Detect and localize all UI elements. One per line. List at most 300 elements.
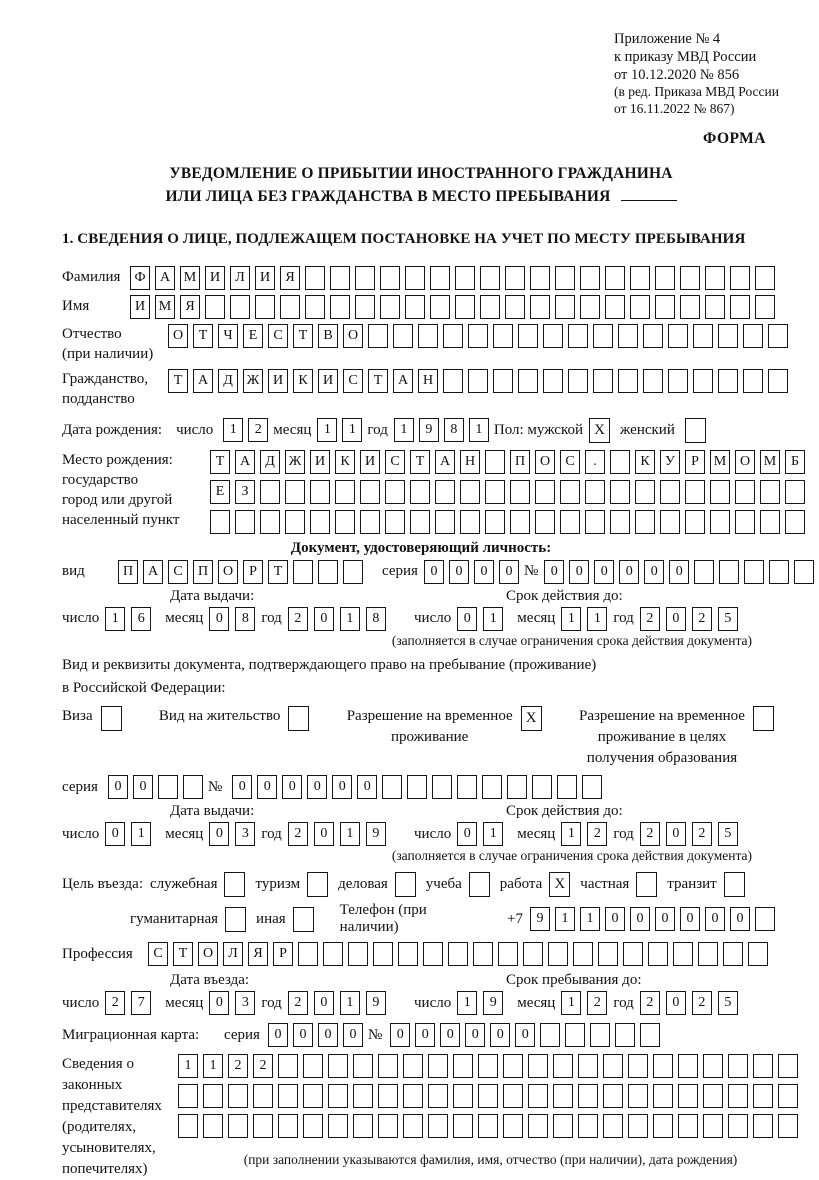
char-cell[interactable] [285, 510, 305, 534]
char-cell[interactable] [698, 942, 718, 966]
char-cell[interactable]: 0 [307, 775, 327, 799]
char-cell[interactable] [373, 942, 393, 966]
purpose-humanitarian-checkbox[interactable] [225, 907, 246, 932]
char-cell[interactable] [423, 942, 443, 966]
char-cell[interactable]: 2 [587, 822, 607, 846]
char-cell[interactable] [403, 1114, 423, 1138]
char-cell[interactable] [680, 295, 700, 319]
char-cell[interactable]: 0 [457, 822, 477, 846]
char-cell[interactable]: 0 [332, 775, 352, 799]
char-cell[interactable]: 0 [209, 991, 229, 1015]
char-cell[interactable]: 5 [718, 607, 738, 631]
char-cell[interactable]: 2 [288, 607, 308, 631]
char-cell[interactable] [693, 369, 713, 393]
char-cell[interactable] [760, 480, 780, 504]
char-cell[interactable] [460, 510, 480, 534]
char-cell[interactable]: 1 [340, 607, 360, 631]
char-cell[interactable] [640, 1023, 660, 1047]
char-cell[interactable]: И [205, 266, 225, 290]
char-cell[interactable] [228, 1114, 248, 1138]
char-cell[interactable]: 0 [105, 822, 125, 846]
char-cell[interactable] [435, 480, 455, 504]
char-cell[interactable]: 0 [644, 560, 664, 584]
char-cell[interactable]: 8 [366, 607, 386, 631]
char-cell[interactable]: 2 [288, 991, 308, 1015]
char-cell[interactable]: Т [193, 324, 213, 348]
char-cell[interactable]: П [510, 450, 530, 474]
char-cell[interactable] [703, 1084, 723, 1108]
char-cell[interactable] [568, 369, 588, 393]
char-cell[interactable] [590, 1023, 610, 1047]
char-cell[interactable]: Е [243, 324, 263, 348]
char-cell[interactable]: 1 [223, 418, 243, 442]
char-cell[interactable]: 0 [314, 607, 334, 631]
char-cell[interactable]: С [343, 369, 363, 393]
char-cell[interactable] [353, 1114, 373, 1138]
char-cell[interactable] [480, 295, 500, 319]
char-cell[interactable] [578, 1084, 598, 1108]
char-cell[interactable]: 2 [692, 822, 712, 846]
char-cell[interactable]: 2 [587, 991, 607, 1015]
char-cell[interactable] [353, 1054, 373, 1078]
char-cell[interactable] [428, 1054, 448, 1078]
char-cell[interactable]: 0 [424, 560, 444, 584]
char-cell[interactable]: Н [460, 450, 480, 474]
purpose-transit-checkbox[interactable] [724, 872, 745, 897]
char-cell[interactable] [448, 942, 468, 966]
char-cell[interactable] [330, 266, 350, 290]
char-cell[interactable]: 0 [268, 1023, 288, 1047]
char-cell[interactable]: И [130, 295, 150, 319]
char-cell[interactable]: 2 [692, 991, 712, 1015]
char-cell[interactable]: С [148, 942, 168, 966]
char-cell[interactable] [610, 450, 630, 474]
char-cell[interactable]: Т [410, 450, 430, 474]
char-cell[interactable] [710, 480, 730, 504]
char-cell[interactable] [755, 266, 775, 290]
char-cell[interactable] [405, 295, 425, 319]
char-cell[interactable] [585, 480, 605, 504]
char-cell[interactable]: 0 [499, 560, 519, 584]
char-cell[interactable] [478, 1114, 498, 1138]
char-cell[interactable] [593, 369, 613, 393]
char-cell[interactable]: К [635, 450, 655, 474]
visa-checkbox[interactable] [101, 706, 122, 731]
char-cell[interactable] [655, 295, 675, 319]
char-cell[interactable] [678, 1114, 698, 1138]
char-cell[interactable] [253, 1114, 273, 1138]
char-cell[interactable]: 0 [209, 607, 229, 631]
char-cell[interactable]: Л [230, 266, 250, 290]
char-cell[interactable]: 0 [343, 1023, 363, 1047]
char-cell[interactable] [210, 510, 230, 534]
char-cell[interactable] [778, 1054, 798, 1078]
char-cell[interactable] [378, 1054, 398, 1078]
char-cell[interactable] [493, 324, 513, 348]
char-cell[interactable] [668, 324, 688, 348]
char-cell[interactable] [560, 510, 580, 534]
char-cell[interactable] [743, 324, 763, 348]
char-cell[interactable] [630, 295, 650, 319]
char-cell[interactable]: 1 [340, 822, 360, 846]
char-cell[interactable] [582, 775, 602, 799]
char-cell[interactable]: 1 [580, 907, 600, 931]
char-cell[interactable]: О [218, 560, 238, 584]
char-cell[interactable] [598, 942, 618, 966]
char-cell[interactable] [548, 942, 568, 966]
char-cell[interactable] [298, 942, 318, 966]
char-cell[interactable]: 0 [209, 822, 229, 846]
char-cell[interactable]: 1 [394, 418, 414, 442]
char-cell[interactable]: 1 [587, 607, 607, 631]
char-cell[interactable] [555, 295, 575, 319]
char-cell[interactable]: Б [785, 450, 805, 474]
char-cell[interactable]: 5 [718, 991, 738, 1015]
char-cell[interactable]: 0 [515, 1023, 535, 1047]
char-cell[interactable] [530, 295, 550, 319]
purpose-business-checkbox[interactable] [395, 872, 416, 897]
char-cell[interactable] [615, 1023, 635, 1047]
char-cell[interactable] [623, 942, 643, 966]
char-cell[interactable] [485, 510, 505, 534]
char-cell[interactable] [628, 1114, 648, 1138]
char-cell[interactable] [710, 510, 730, 534]
char-cell[interactable] [744, 560, 764, 584]
char-cell[interactable]: О [168, 324, 188, 348]
char-cell[interactable]: 0 [605, 907, 625, 931]
char-cell[interactable] [653, 1054, 673, 1078]
char-cell[interactable] [360, 480, 380, 504]
char-cell[interactable] [473, 942, 493, 966]
char-cell[interactable] [260, 510, 280, 534]
char-cell[interactable] [428, 1114, 448, 1138]
char-cell[interactable]: Д [260, 450, 280, 474]
temp-residence-checkbox[interactable]: X [521, 706, 542, 731]
char-cell[interactable] [735, 510, 755, 534]
char-cell[interactable]: Ф [130, 266, 150, 290]
char-cell[interactable] [794, 560, 814, 584]
char-cell[interactable] [532, 775, 552, 799]
char-cell[interactable] [443, 369, 463, 393]
char-cell[interactable] [703, 1114, 723, 1138]
char-cell[interactable]: И [268, 369, 288, 393]
char-cell[interactable]: 0 [569, 560, 589, 584]
char-cell[interactable] [407, 775, 427, 799]
char-cell[interactable]: К [293, 369, 313, 393]
char-cell[interactable] [730, 266, 750, 290]
char-cell[interactable] [403, 1084, 423, 1108]
char-cell[interactable]: М [180, 266, 200, 290]
char-cell[interactable] [585, 510, 605, 534]
char-cell[interactable] [343, 560, 363, 584]
char-cell[interactable] [648, 942, 668, 966]
char-cell[interactable]: 2 [640, 991, 660, 1015]
char-cell[interactable]: 0 [457, 607, 477, 631]
male-checkbox[interactable]: X [589, 418, 610, 443]
char-cell[interactable] [278, 1054, 298, 1078]
temp-education-checkbox[interactable] [753, 706, 774, 731]
char-cell[interactable]: З [235, 480, 255, 504]
char-cell[interactable]: Т [368, 369, 388, 393]
char-cell[interactable]: 3 [235, 822, 255, 846]
char-cell[interactable]: 1 [340, 991, 360, 1015]
char-cell[interactable] [478, 1054, 498, 1078]
char-cell[interactable]: 0 [357, 775, 377, 799]
char-cell[interactable] [753, 1084, 773, 1108]
char-cell[interactable] [398, 942, 418, 966]
char-cell[interactable]: И [360, 450, 380, 474]
char-cell[interactable] [660, 480, 680, 504]
char-cell[interactable]: 6 [131, 607, 151, 631]
char-cell[interactable] [678, 1054, 698, 1078]
char-cell[interactable]: 0 [730, 907, 750, 931]
char-cell[interactable] [578, 1054, 598, 1078]
char-cell[interactable] [348, 942, 368, 966]
char-cell[interactable] [503, 1054, 523, 1078]
char-cell[interactable]: М [155, 295, 175, 319]
char-cell[interactable] [530, 266, 550, 290]
char-cell[interactable]: К [335, 450, 355, 474]
char-cell[interactable] [455, 295, 475, 319]
char-cell[interactable]: 0 [415, 1023, 435, 1047]
char-cell[interactable] [728, 1084, 748, 1108]
char-cell[interactable] [565, 1023, 585, 1047]
char-cell[interactable]: 0 [314, 991, 334, 1015]
char-cell[interactable]: Т [168, 369, 188, 393]
char-cell[interactable] [753, 1054, 773, 1078]
char-cell[interactable]: Т [173, 942, 193, 966]
char-cell[interactable] [310, 480, 330, 504]
char-cell[interactable] [378, 1084, 398, 1108]
char-cell[interactable] [728, 1114, 748, 1138]
char-cell[interactable]: 5 [718, 822, 738, 846]
char-cell[interactable] [382, 775, 402, 799]
char-cell[interactable] [705, 295, 725, 319]
char-cell[interactable] [435, 510, 455, 534]
char-cell[interactable] [694, 560, 714, 584]
char-cell[interactable]: 1 [555, 907, 575, 931]
char-cell[interactable] [503, 1114, 523, 1138]
char-cell[interactable] [755, 907, 775, 931]
char-cell[interactable] [555, 266, 575, 290]
char-cell[interactable] [553, 1114, 573, 1138]
char-cell[interactable] [428, 1084, 448, 1108]
char-cell[interactable] [393, 324, 413, 348]
char-cell[interactable] [443, 324, 463, 348]
char-cell[interactable] [528, 1054, 548, 1078]
char-cell[interactable] [673, 942, 693, 966]
char-cell[interactable] [203, 1114, 223, 1138]
char-cell[interactable]: Я [180, 295, 200, 319]
char-cell[interactable] [360, 510, 380, 534]
char-cell[interactable] [723, 942, 743, 966]
char-cell[interactable]: 0 [390, 1023, 410, 1047]
char-cell[interactable] [293, 560, 313, 584]
char-cell[interactable]: М [760, 450, 780, 474]
char-cell[interactable] [603, 1054, 623, 1078]
char-cell[interactable] [568, 324, 588, 348]
char-cell[interactable]: 2 [253, 1054, 273, 1078]
char-cell[interactable]: 2 [228, 1054, 248, 1078]
char-cell[interactable] [255, 295, 275, 319]
char-cell[interactable] [335, 480, 355, 504]
char-cell[interactable]: 2 [640, 822, 660, 846]
char-cell[interactable]: И [255, 266, 275, 290]
char-cell[interactable]: 0 [594, 560, 614, 584]
char-cell[interactable]: 9 [530, 907, 550, 931]
char-cell[interactable] [478, 1084, 498, 1108]
char-cell[interactable] [660, 510, 680, 534]
char-cell[interactable] [503, 1084, 523, 1108]
char-cell[interactable] [678, 1084, 698, 1108]
char-cell[interactable] [410, 480, 430, 504]
char-cell[interactable] [605, 295, 625, 319]
char-cell[interactable] [535, 480, 555, 504]
char-cell[interactable] [310, 510, 330, 534]
char-cell[interactable] [453, 1084, 473, 1108]
char-cell[interactable] [528, 1084, 548, 1108]
char-cell[interactable] [528, 1114, 548, 1138]
char-cell[interactable]: О [735, 450, 755, 474]
char-cell[interactable]: 2 [692, 607, 712, 631]
char-cell[interactable]: 0 [440, 1023, 460, 1047]
char-cell[interactable]: С [560, 450, 580, 474]
char-cell[interactable] [605, 266, 625, 290]
char-cell[interactable] [260, 480, 280, 504]
char-cell[interactable]: А [235, 450, 255, 474]
purpose-private-checkbox[interactable] [636, 872, 657, 897]
char-cell[interactable]: Я [248, 942, 268, 966]
char-cell[interactable]: 0 [257, 775, 277, 799]
char-cell[interactable]: 0 [474, 560, 494, 584]
char-cell[interactable] [378, 1114, 398, 1138]
char-cell[interactable] [328, 1084, 348, 1108]
char-cell[interactable] [430, 295, 450, 319]
char-cell[interactable]: Т [268, 560, 288, 584]
char-cell[interactable]: А [393, 369, 413, 393]
char-cell[interactable] [553, 1084, 573, 1108]
char-cell[interactable]: 0 [669, 560, 689, 584]
char-cell[interactable] [543, 369, 563, 393]
char-cell[interactable]: П [193, 560, 213, 584]
char-cell[interactable] [328, 1054, 348, 1078]
char-cell[interactable] [468, 324, 488, 348]
char-cell[interactable] [453, 1054, 473, 1078]
char-cell[interactable] [380, 295, 400, 319]
char-cell[interactable] [482, 775, 502, 799]
char-cell[interactable]: 9 [483, 991, 503, 1015]
char-cell[interactable]: 2 [640, 607, 660, 631]
char-cell[interactable]: М [710, 450, 730, 474]
char-cell[interactable] [403, 1054, 423, 1078]
char-cell[interactable]: 1 [469, 418, 489, 442]
char-cell[interactable] [603, 1084, 623, 1108]
char-cell[interactable]: 3 [235, 991, 255, 1015]
char-cell[interactable] [457, 775, 477, 799]
char-cell[interactable] [557, 775, 577, 799]
char-cell[interactable] [628, 1084, 648, 1108]
char-cell[interactable] [655, 266, 675, 290]
char-cell[interactable] [743, 369, 763, 393]
char-cell[interactable] [778, 1084, 798, 1108]
char-cell[interactable] [543, 324, 563, 348]
char-cell[interactable]: 0 [630, 907, 650, 931]
char-cell[interactable]: И [318, 369, 338, 393]
char-cell[interactable]: 8 [235, 607, 255, 631]
char-cell[interactable]: 0 [666, 607, 686, 631]
char-cell[interactable] [385, 480, 405, 504]
char-cell[interactable] [693, 324, 713, 348]
char-cell[interactable]: 0 [293, 1023, 313, 1047]
char-cell[interactable] [418, 324, 438, 348]
char-cell[interactable] [355, 266, 375, 290]
char-cell[interactable]: 1 [105, 607, 125, 631]
char-cell[interactable] [303, 1054, 323, 1078]
char-cell[interactable] [603, 1114, 623, 1138]
char-cell[interactable] [228, 1084, 248, 1108]
char-cell[interactable] [203, 1084, 223, 1108]
char-cell[interactable] [593, 324, 613, 348]
char-cell[interactable] [578, 1114, 598, 1138]
char-cell[interactable] [278, 1084, 298, 1108]
char-cell[interactable] [668, 369, 688, 393]
char-cell[interactable] [719, 560, 739, 584]
char-cell[interactable] [510, 480, 530, 504]
residence-permit-checkbox[interactable] [288, 706, 309, 731]
char-cell[interactable] [760, 510, 780, 534]
char-cell[interactable]: 2 [105, 991, 125, 1015]
char-cell[interactable] [493, 369, 513, 393]
char-cell[interactable] [178, 1084, 198, 1108]
char-cell[interactable] [468, 369, 488, 393]
char-cell[interactable] [730, 295, 750, 319]
char-cell[interactable] [628, 1054, 648, 1078]
char-cell[interactable]: 0 [619, 560, 639, 584]
char-cell[interactable] [635, 510, 655, 534]
char-cell[interactable]: 7 [131, 991, 151, 1015]
char-cell[interactable]: О [343, 324, 363, 348]
char-cell[interactable]: 2 [248, 418, 268, 442]
purpose-study-checkbox[interactable] [469, 872, 490, 897]
char-cell[interactable]: 1 [561, 991, 581, 1015]
char-cell[interactable] [253, 1084, 273, 1108]
char-cell[interactable] [278, 1114, 298, 1138]
female-checkbox[interactable] [685, 418, 706, 443]
char-cell[interactable]: 0 [318, 1023, 338, 1047]
char-cell[interactable] [205, 295, 225, 319]
char-cell[interactable]: 0 [108, 775, 128, 799]
char-cell[interactable] [183, 775, 203, 799]
char-cell[interactable] [630, 266, 650, 290]
char-cell[interactable] [335, 510, 355, 534]
char-cell[interactable]: Я [280, 266, 300, 290]
char-cell[interactable]: Е [210, 480, 230, 504]
char-cell[interactable] [643, 324, 663, 348]
char-cell[interactable] [768, 324, 788, 348]
char-cell[interactable] [230, 295, 250, 319]
char-cell[interactable] [235, 510, 255, 534]
char-cell[interactable] [610, 510, 630, 534]
char-cell[interactable]: Ж [285, 450, 305, 474]
char-cell[interactable] [355, 295, 375, 319]
char-cell[interactable]: 0 [666, 822, 686, 846]
char-cell[interactable]: 0 [655, 907, 675, 931]
char-cell[interactable] [485, 450, 505, 474]
char-cell[interactable]: Р [685, 450, 705, 474]
char-cell[interactable]: 0 [232, 775, 252, 799]
char-cell[interactable]: А [435, 450, 455, 474]
char-cell[interactable]: 9 [366, 991, 386, 1015]
